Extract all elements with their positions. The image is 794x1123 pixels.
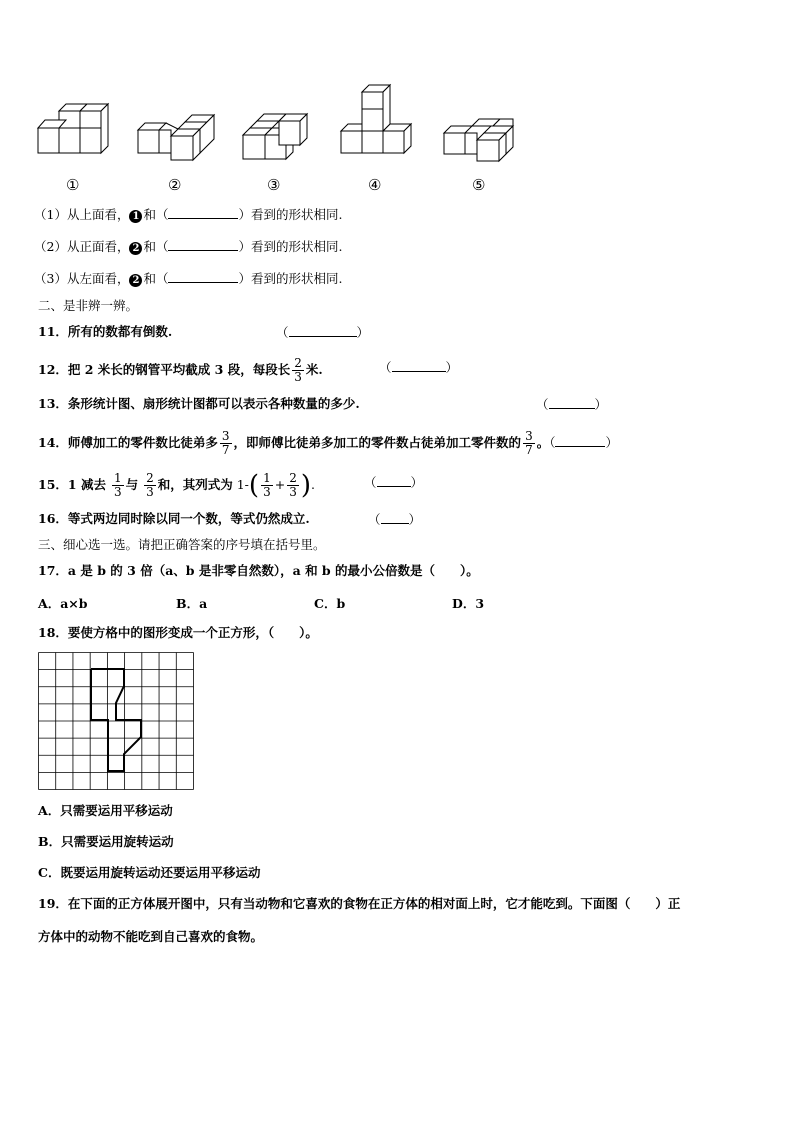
cube-figure-2 [138, 115, 214, 160]
cube-figure-5 [444, 119, 513, 161]
q15: 15．1 减去 $\frac{1}{3}$ 与 $\frac{2}{3}$ 和，其列式为 1-( $\frac{1}{3}$ + $\frac{2}{3}$ ). [38, 470, 315, 501]
q13-answer[interactable]: （ ） [536, 397, 608, 412]
q10-sub3: （3）从左面看， 2 和（ ）看到的形状相同. [34, 271, 343, 286]
q17-option-b[interactable]: B．a [176, 596, 208, 611]
grid-shape [91, 669, 141, 771]
cube-label-2: ② [168, 176, 182, 194]
q12-answer[interactable]: （ ） [379, 360, 459, 375]
q18-option-a[interactable]: A．只需要运用平移运动 [38, 803, 173, 818]
q18: 18．要使方格中的图形变成一个正方形，（ ）。 [38, 625, 318, 640]
q18-option-c[interactable]: C．既要运用旋转运动还要运用平移运动 [38, 865, 261, 880]
cube-figures [0, 78, 794, 168]
fraction: $\frac{2}{3}$ [146, 471, 154, 499]
cube-figure-4 [341, 85, 411, 153]
fraction: $\frac{1}{3}$ [113, 471, 122, 499]
cube-label-1: ① [66, 176, 80, 194]
q19-line2: 方体中的动物不能吃到自己喜欢的食物。 [38, 929, 264, 944]
q18-option-b[interactable]: B．只需要运用旋转运动 [38, 834, 174, 849]
q14: 14．师傅加工的零件数比徒弟多 $\frac{3}{7}$ ，即师傅比徒弟多加工的零件数占徒弟加工零件数的 $\frac{3}{7}$ 。（ ） [38, 429, 618, 457]
circled-number: 2 [129, 242, 142, 255]
q16-answer[interactable]: （ ） [368, 512, 422, 527]
fraction: $\frac{3}{7}$ [525, 429, 533, 457]
q19-line1: 19．在下面的正方体展开图中，只有当动物和它喜欢的食物在正方体的相对面上时，它才能吃到。下面图（ ）正 [38, 896, 681, 911]
q17-option-d[interactable]: D．3 [452, 596, 485, 611]
cube-label-3: ③ [267, 176, 281, 194]
q12: 12．把 2 米长的钢管平均截成 3 段，每段长 $\frac{2}{3}$ 米. [38, 356, 323, 384]
q15-answer[interactable]: （ ） [364, 475, 424, 490]
circled-number: 1 [129, 210, 142, 223]
section-3-heading: 三、细心选一选。请把正确答案的序号填在括号里。 [38, 537, 326, 552]
formula: 1-( $\frac{1}{3}$ + $\frac{2}{3}$ ). [236, 470, 315, 501]
fraction: $\frac{2}{3}$ [294, 356, 302, 384]
q14-answer[interactable]: （ ） [549, 435, 618, 450]
q11: 11．所有的数都有倒数. [38, 324, 173, 339]
q13: 13．条形统计图、扇形统计图都可以表示各种数量的多少. [38, 396, 360, 411]
cube-label-4: ④ [368, 176, 382, 194]
q16: 16．等式两边同时除以同一个数，等式仍然成立. [38, 511, 310, 526]
q18-grid [38, 652, 194, 790]
section-2-heading: 二、是非辨一辨。 [38, 298, 139, 313]
cube-label-5: ⑤ [472, 176, 486, 194]
q10-sub1: （1）从上面看， 1 和（ ）看到的形状相同. [34, 207, 343, 222]
cube-figure-1 [38, 104, 108, 153]
q17-option-c[interactable]: C．b [314, 596, 346, 611]
answer-blank[interactable] [168, 270, 238, 283]
q10-sub2: （2）从正面看， 2 和（ ）看到的形状相同. [34, 239, 343, 254]
q17-option-a[interactable]: A．a×b [38, 596, 88, 611]
fraction: $\frac{3}{7}$ [221, 429, 230, 457]
circled-number: 2 [129, 274, 142, 287]
answer-blank[interactable] [168, 206, 238, 219]
answer-blank[interactable] [168, 238, 238, 251]
q17: 17．a 是 b 的 3 倍（a、b 是非零自然数），a 和 b 的最小公倍数是（ ）。 [38, 563, 479, 578]
cube-figure-3 [243, 114, 307, 159]
q11-answer[interactable]: （ ） [276, 325, 370, 340]
